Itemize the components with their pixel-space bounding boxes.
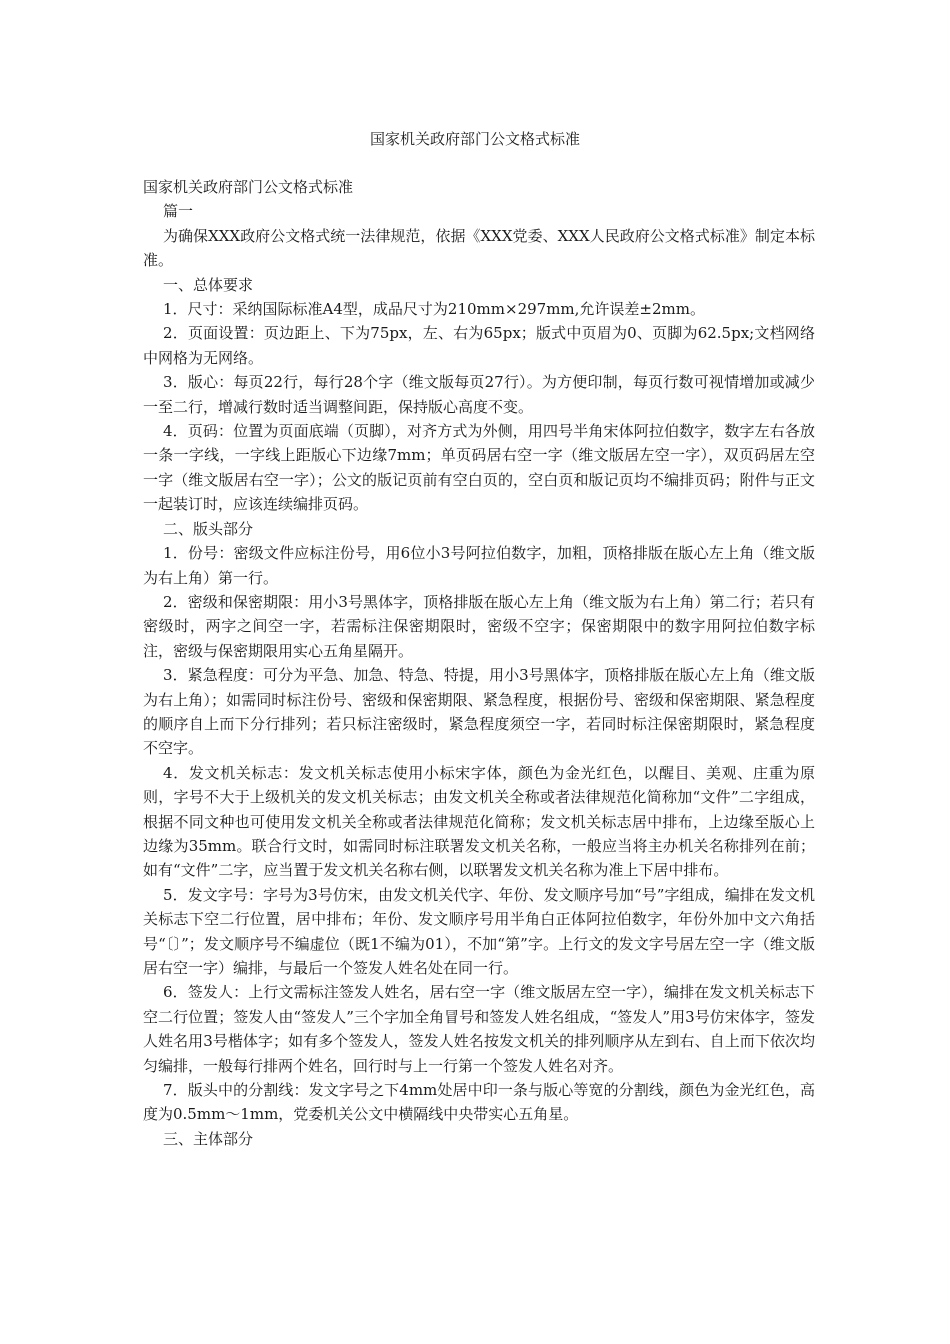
body-paragraph: 4．发文机关标志：发文机关标志使用小标宋字体，颜色为金光红色，以醒目、美观、庄重为原则，字号不大于上级机关的发文机关标志；由发文机关全称或者法律规范化简称加“文件”二字组成，根据不同文种也可使用发文机关全称或者法律规范化简称；发文机关标志居中排布，上边缘至版心上边缘为35mm。联合行文时，如需同时标注联署发文机关名称，一般应当将主办机关名称排列在前；如有“文件”二字，应当置于发文机关名称右侧，以联署发文机关名称为准上下居中排布。 — [143, 763, 815, 880]
body-paragraph: 3．版心：每页22行，每行28个字（维文版每页27行）。为方便印制，每页行数可视情增加或减少一至二行，增减行数时适当调整间距，保持版心高度不变。 — [143, 373, 815, 416]
document-body — [143, 175, 815, 1151]
body-paragraph: 2．密级和保密期限：用小3号黑体字，顶格排版在版心左上角（维文版为右上角）第二行；若只有密级时，两字之间空一字，若需标注保密期限时，密级不空字；保密期限中的数字用阿拉伯数字标注，密级与保密期限用实心五角星隔开。 — [143, 592, 815, 660]
document-heading: 国家机关政府部门公文格式标准 — [143, 178, 354, 196]
body-paragraph: 2．页面设置：页边距上、下为75px，左、右为65px；版式中页眉为0、页脚为62.5px;文档网络中网格为无网络。 — [143, 324, 815, 367]
body-paragraph: 4．页码：位置为页面底端（页脚），对齐方式为外侧，用四号半角宋体阿拉伯数字，数字左右各放一条一字线，一字线上距版心下边缘7mm；单页码居右空一字（维文版居左空一字），双页码居左空一字（维文版居右空一字）；公文的版记页前有空白页的，空白页和版记页均不编排页码；附件与正文一起装订时，应该连续编排页码。 — [143, 422, 815, 514]
page-title: 国家机关政府部门公文格式标准 — [369, 130, 580, 148]
body-paragraph: 3．紧急程度：可分为平急、加急、特急、特提，用小3号黑体字，顶格排版在版心左上角（维文版为右上角）；如需同时标注份号、密级和保密期限、紧急程度，根据份号、密级和保密期限、紧急程度的顺序自上而下分行排列；若只标注密级时，紧急程度须空一字，若同时标注保密期限时，紧急程度不空字。 — [143, 666, 815, 758]
body-paragraph: 二、版头部分 — [163, 519, 254, 538]
body-paragraph: 三、主体部分 — [163, 1129, 254, 1148]
body-paragraph: 一、总体要求 — [163, 275, 254, 294]
body-paragraph: 7．版头中的分割线：发文字号之下4mm处居中印一条与版心等宽的分割线，颜色为金光红色，高度为0.5mm～1mm，党委机关公文中横隔线中央带实心五角星。 — [143, 1081, 815, 1124]
body-paragraph: 1．份号：密级文件应标注份号，用6位小3号阿拉伯数字，加粗，顶格排版在版心左上角（维文版为右上角）第一行。 — [143, 544, 815, 587]
body-paragraph: 1．尺寸：采纳国际标准A4型，成品尺寸为210mm×297mm,允许误差±2mm。 — [163, 300, 705, 319]
body-paragraph: 5．发文字号：字号为3号仿宋，由发文机关代字、年份、发文顺序号加“号”字组成，编排在发文机关标志下空二行位置，居中排布；年份、发文顺序号用半角白正体阿拉伯数字，年份外加中文六角括号“〔〕”；发文顺序号不编虚位（既1不编为01），不加“第”字。上行文的发文字号居左空一字（维文版居右空一字）编排，与最后一个签发人姓名处在同一行。 — [143, 885, 815, 977]
body-paragraph: 6．签发人：上行文需标注签发人姓名，居右空一字（维文版居左空一字），编排在发文机关标志下空二行位置；签发人由“签发人”三个字加全角冒号和签发人姓名组成，“签发人”用3号仿宋体字，签发人姓名用3号楷体字；如有多个签发人，签发人姓名按发文机关的排列顺序从左到右、自上而下依次均匀编排，一般每行排两个姓名，回行时与上一行第一个签发人姓名对齐。 — [143, 983, 815, 1075]
body-paragraph: 篇一 — [163, 202, 194, 221]
body-paragraph: 为确保XXX政府公文格式统一法律规范，依据《XXX党委、XXX人民政府公文格式标准》制定本标准。 — [143, 226, 815, 270]
